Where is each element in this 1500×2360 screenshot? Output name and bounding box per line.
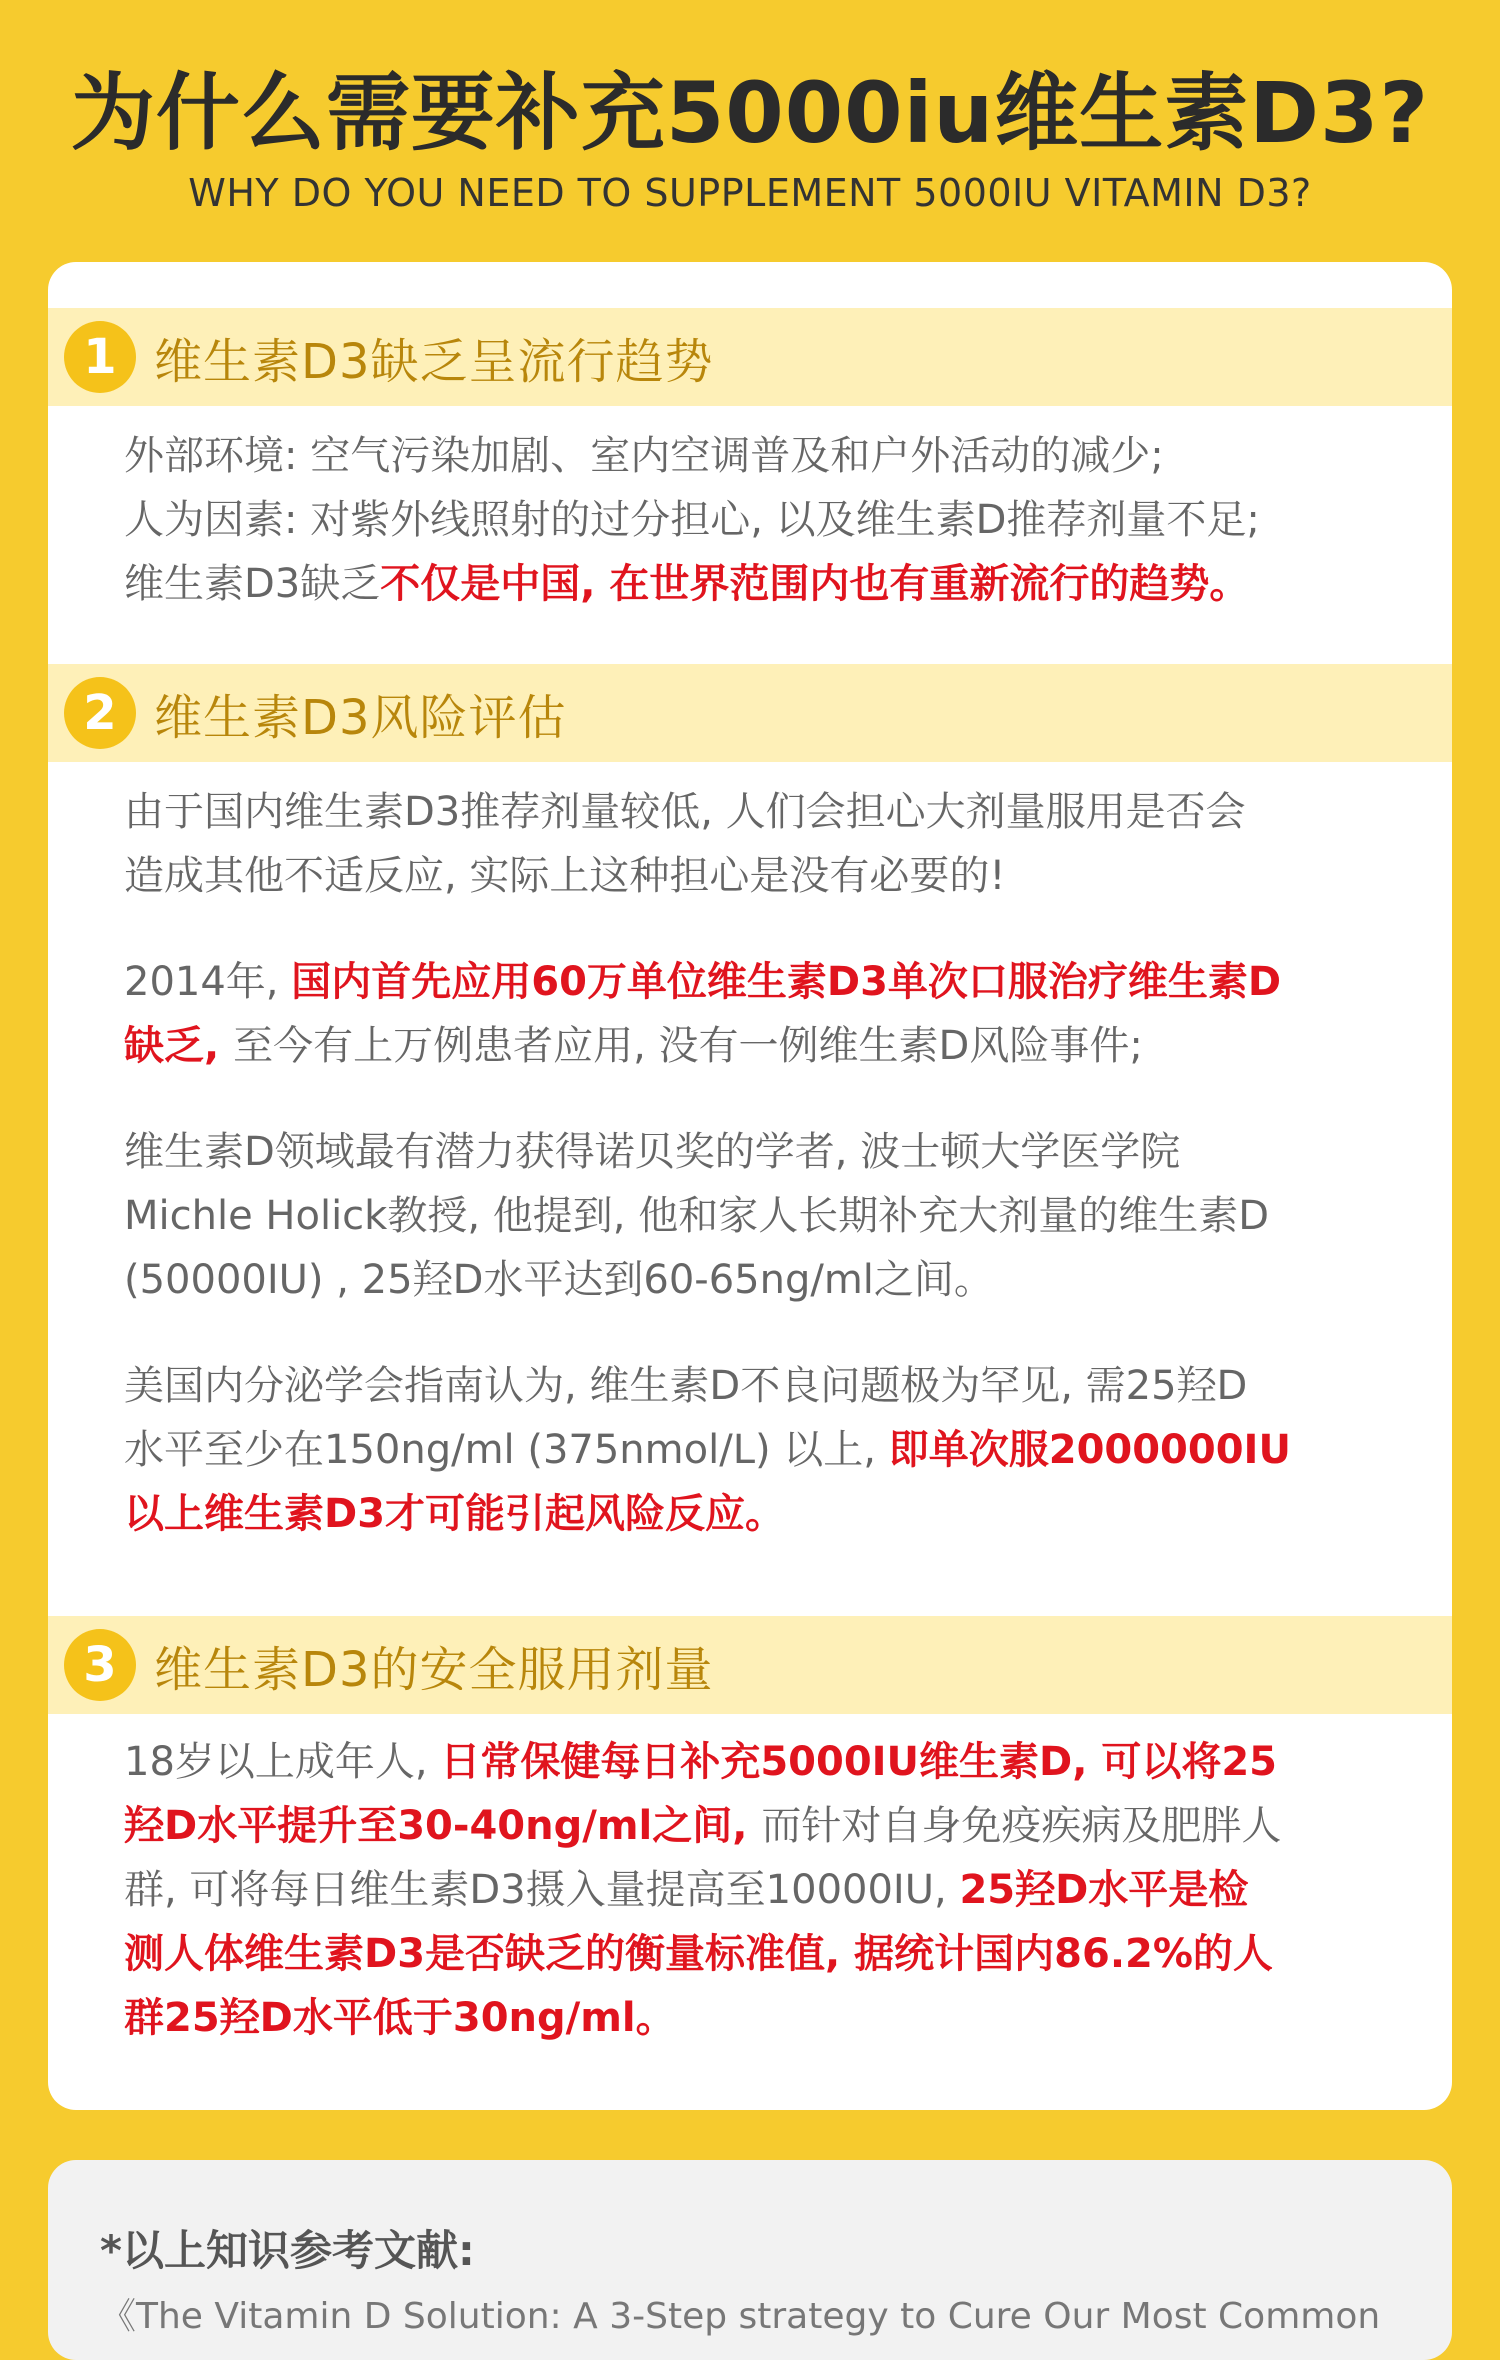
highlight-text: 不仅是中国, 在世界范围内也有重新流行的趋势。 <box>380 561 1250 607</box>
highlight-text: 25羟D水平是检 <box>959 1867 1249 1913</box>
body-text: 造成其他不适反应, 实际上这种担心是没有必要的! <box>124 853 1006 899</box>
text-line <box>124 1248 1424 1312</box>
body-text: Michle Holick教授, 他提到, 他和家人长期补充大剂量的维生素D <box>124 1193 1269 1239</box>
content-card <box>48 262 1452 2110</box>
text-line <box>124 780 1424 844</box>
body-text: 美国内分泌学会指南认为, 维生素D不良问题极为罕见, 需25羟D <box>124 1363 1248 1409</box>
text-line <box>124 552 1424 616</box>
body-text: (50000IU) , 25羟D水平达到60-65ng/ml之间。 <box>124 1257 994 1303</box>
section-1-number-badge: 1 <box>64 321 136 393</box>
section-2-body <box>124 780 1424 1546</box>
references-title: *以上知识参考文献: <box>100 2226 475 2275</box>
body-text: 而针对自身免疫疾病及肥胖人 <box>761 1803 1282 1849</box>
highlight-text: 即单次服2000000IU <box>888 1427 1291 1473</box>
text-line <box>124 1120 1424 1184</box>
body-text: 2014年, <box>124 959 292 1005</box>
body-text: 群, 可将每日维生素D3摄入量提高至10000IU, <box>124 1867 960 1913</box>
text-line <box>124 1184 1424 1248</box>
body-text: 18岁以上成年人, <box>124 1739 441 1785</box>
references-card <box>48 2160 1452 2360</box>
body-text: 至今有上万例患者应用, 没有一例维生素D风险事件; <box>233 1023 1143 1069</box>
paragraph <box>124 424 1424 616</box>
highlight-text: 测人体维生素D3是否缺乏的衡量标准值, 据统计国内86.2%的人 <box>124 1931 1273 1977</box>
section-2-title: 维生素D3风险评估 <box>154 689 567 746</box>
paragraph <box>124 1354 1424 1546</box>
text-line <box>124 1986 1424 2050</box>
text-line <box>124 1418 1424 1482</box>
body-text: 人为因素: 对紫外线照射的过分担心, 以及维生素D推荐剂量不足; <box>124 497 1260 543</box>
text-line <box>124 1354 1424 1418</box>
highlight-text: 以上维生素D3才可能引起风险反应。 <box>124 1491 786 1537</box>
body-text: 维生素D3缺乏 <box>124 561 381 607</box>
body-text: 水平至少在150ng/ml (375nmol/L) 以上, <box>124 1427 889 1473</box>
text-line <box>124 424 1424 488</box>
body-text: 维生素D领域最有潜力获得诺贝奖的学者, 波士顿大学医学院 <box>124 1129 1181 1175</box>
highlight-text: 群25羟D水平低于30ng/ml。 <box>124 1995 676 2041</box>
page-subtitle: WHY DO YOU NEED TO SUPPLEMENT 5000IU VITAMIN D3? <box>188 171 1312 215</box>
paragraph <box>124 780 1424 908</box>
text-line <box>124 1014 1424 1078</box>
section-1-header <box>48 308 1452 406</box>
section-3-number-badge: 3 <box>64 1629 136 1701</box>
text-line <box>124 488 1424 552</box>
body-text: 由于国内维生素D3推荐剂量较低, 人们会担心大剂量服用是否会 <box>124 789 1246 835</box>
text-line <box>124 1482 1424 1546</box>
body-text: 外部环境: 空气污染加剧、室内空调普及和户外活动的减少; <box>124 433 1164 479</box>
page-title: 为什么需要补充5000iu维生素D3? <box>70 64 1430 162</box>
highlight-text: 日常保健每日补充5000IU维生素D, 可以将25 <box>440 1739 1278 1785</box>
section-3-title: 维生素D3的安全服用剂量 <box>154 1641 714 1698</box>
text-line <box>124 1922 1424 1986</box>
section-3-header <box>48 1616 1452 1714</box>
section-1-title: 维生素D3缺乏呈流行趋势 <box>154 333 714 390</box>
reference-entry: 《The Vitamin D Solution: A 3-Step strategy to Cure Our Most Common <box>100 2296 1381 2337</box>
section-2-number-badge: 2 <box>64 677 136 749</box>
section-1-body <box>124 424 1424 616</box>
paragraph <box>124 1120 1424 1312</box>
text-line <box>124 1794 1424 1858</box>
paragraph <box>124 950 1424 1078</box>
highlight-text: 缺乏, <box>124 1023 234 1069</box>
highlight-text: 羟D水平提升至30-40ng/ml之间, <box>124 1803 762 1849</box>
highlight-text: 国内首先应用60万单位维生素D3单次口服治疗维生素D <box>291 959 1282 1005</box>
text-line <box>124 950 1424 1014</box>
text-line <box>124 1730 1424 1794</box>
section-3-body <box>124 1730 1424 2050</box>
section-2-header <box>48 664 1452 762</box>
text-line <box>124 1858 1424 1922</box>
text-line <box>124 844 1424 908</box>
paragraph <box>124 1730 1424 2050</box>
